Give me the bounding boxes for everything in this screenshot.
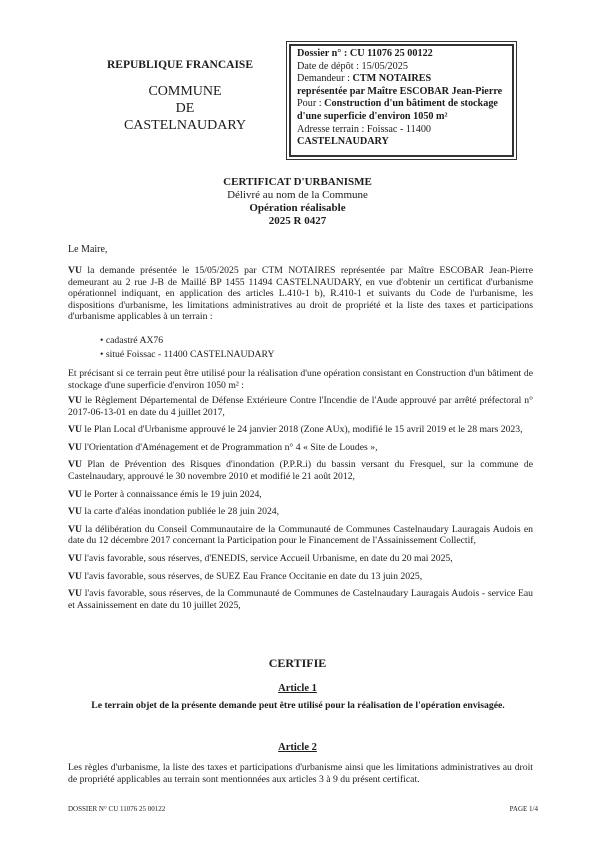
article-2-heading: Article 2 [278, 742, 317, 753]
list-item: • situé Foissac - 11400 CASTELNAUDARY [100, 349, 275, 360]
vu-word: VU [68, 395, 82, 406]
vu-item-text: Plan de Prévention des Risques d'inondation (P.P.R.i) du bassin versant du Fresquel, sur la commune de Castelnaudary, approuvé le 30 novembre 2010 et modifié le 21 août 2012, [68, 459, 533, 482]
le-maire: Le Maire, [68, 244, 108, 255]
vu-word: VU [68, 588, 82, 600]
article-2-text: Les règles d'urbanisme, la liste des taxes et participations d'urbanisme ainsi que les limitations administratives au droit de propriété applicables au terrain sont mentionnées aux articles 3 à 9 du présent certificat. [68, 762, 533, 785]
vu-word: VU [68, 488, 82, 500]
parcel-cadastre: cadastré AX76 [105, 335, 164, 346]
article-1-heading: Article 1 [278, 683, 317, 694]
precisant-text: Et précisant si ce terrain peut être utilisé pour la réalisation d'une opération consistant en Construction d'un bâtiment de stockage d'une superficie d'environ 1050 m² : [68, 368, 533, 391]
vu-word: VU [68, 424, 82, 436]
vu-item [68, 553, 533, 565]
land-address: Adresse terrain : Foissac - 11400 [297, 123, 432, 135]
land-city: CASTELNAUDARY [297, 136, 389, 148]
vu-word: VU [68, 523, 82, 535]
parcel-list [100, 334, 274, 362]
list-item: • cadastré AX76 [100, 335, 164, 346]
vu-item-text: l'avis favorable, sous réserves, de SUEZ Eau France Occitanie en date du 13 juin 2025, [82, 570, 423, 582]
footer-page-number: PAGE 1/4 [509, 805, 538, 813]
vu-item [68, 506, 533, 518]
vu-item-text: l'Orientation d'Aménagement et de Programmation n° 4 « Site de Loudes », [82, 441, 378, 453]
vu-item-text: le Plan Local d'Urbanisme approuvé le 24 janvier 2018 (Zone AUx), modifié le 15 avril 2019 et le 28 mars 2023, [82, 424, 523, 436]
purpose-label: Pour : [297, 98, 325, 110]
footer-dossier: DOSSIER N° CU 11076 25 00122 [68, 805, 166, 813]
precisant [68, 368, 533, 397]
vu-item [68, 395, 533, 418]
certifie-heading: CERTIFIE [268, 656, 327, 670]
commune-name: CASTELNAUDARY [123, 118, 247, 133]
vu-item [68, 489, 533, 501]
vu-item-text: l'avis favorable, sous réserves, d'ENEDIS, service Accueil Urbanisme, en date du 20 mai 2025, [82, 552, 453, 564]
vu-item-text: la carte d'aléas inondation publiée le 28 juin 2024, [82, 506, 280, 518]
dossier-box [289, 44, 514, 157]
vu-item-text: le Règlement Départemental de Défense Extérieure Contre l'Incendie de l'Aude approuvé par arrêté préfectoral n° 2017-06-13-01 en date du 4 juillet 2017, [68, 395, 533, 418]
commune-line: COMMUNE [148, 84, 222, 99]
vu-demande [68, 265, 533, 329]
certificate-title-block [0, 176, 595, 228]
vu-word: VU [68, 506, 82, 518]
parcel-location: situé Foissac - 11400 CASTELNAUDARY [105, 349, 275, 360]
deposit-date: Date de dépôt : 15/05/2025 [297, 60, 408, 72]
representative: représentée par Maître ESCOBAR Jean-Pierre [297, 85, 503, 97]
vu-word: VU [68, 265, 82, 276]
vu-word: VU [68, 441, 82, 453]
article-1-text: Le terrain objet de la présente demande peut être utilisé pour la réalisation de l'opération envisagée. [91, 700, 505, 711]
applicant-value: CTM NOTAIRES [352, 73, 432, 85]
vu-item [68, 459, 533, 482]
certificate-title: CERTIFICAT D'URBANISME [223, 176, 372, 188]
page-footer [68, 805, 538, 813]
purpose [297, 98, 506, 111]
vu-list [68, 395, 533, 617]
applicant [297, 73, 506, 86]
vu-item [68, 588, 533, 611]
vu-item [68, 524, 533, 547]
applicant-label: Demandeur : [297, 73, 353, 85]
vu-demande-text: la demande présentée le 15/05/2025 par CTM NOTAIRES représentée par Maître ESCOBAR Jean-Pierre demeurant au 2 rue J-B de Maillé BP 1455 11494 CASTELNAUDARY, en vue d'obtenir un certificat d'urbanisme opérationnel indiquant, en application des articles L.410-1 b), R.410-1 et suivants du Code de l'urbanisme, les dispositions d'urbanisme, les limitations administratives au droit de propriété et la liste des taxes et participations d'urbanisme applicables à un terrain : [68, 265, 533, 323]
operation-status: Opération réalisable [249, 202, 346, 214]
vu-item [68, 424, 533, 436]
republic-heading: REPUBLIQUE FRANCAISE [106, 59, 253, 71]
vu-item-text: l'avis favorable, sous réserves, de la Communauté de Communes de Castelnaudary Lauragais Audois - service Eau et Assainissement en date du 10 juillet 2025, [68, 588, 533, 611]
vu-word: VU [68, 459, 82, 471]
vu-word: VU [68, 570, 82, 582]
vu-item [68, 442, 533, 454]
certificate-subtitle: Délivré au nom de la Commune [227, 189, 368, 201]
commune-line: DE [175, 101, 195, 116]
purpose-continued: d'une superficie d'environ 1050 m² [297, 110, 448, 122]
vu-word: VU [68, 552, 82, 564]
vu-item-text: la délibération du Conseil Communautaire de la Communauté de Communes Castelnaudary Lauragais Audois en date du 12 décembre 2017 concernant la Participation pour le Financement de l'Assainissement Collectif, [68, 523, 533, 547]
vu-item-text: le Porter à connaissance émis le 19 juin 2024, [82, 488, 262, 500]
vu-item [68, 571, 533, 583]
certificate-number: 2025 R 0427 [268, 215, 327, 227]
purpose-value: Construction d'un bâtiment de stockage [324, 98, 498, 110]
dossier-number: Dossier n° : CU 11076 25 00122 [297, 48, 433, 59]
commune-heading [100, 83, 270, 134]
